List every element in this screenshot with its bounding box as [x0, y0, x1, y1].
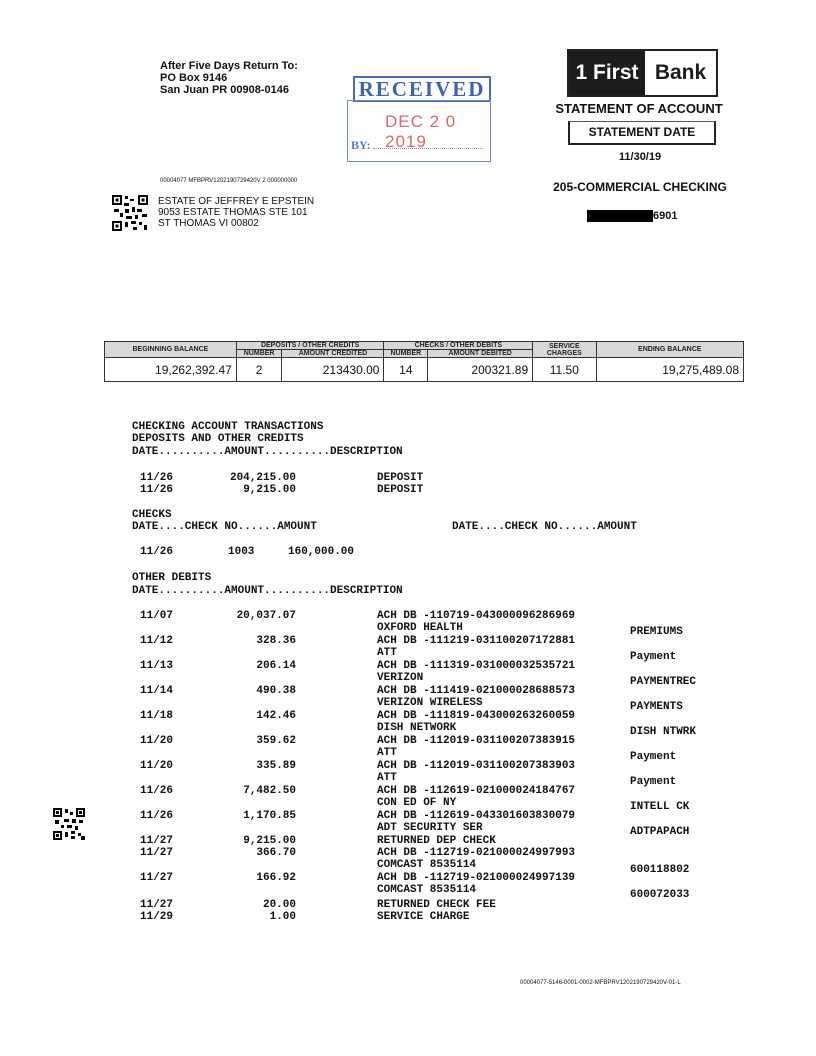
received-stamp-title: RECEIVED	[353, 76, 491, 102]
debit-row-line1: ACH DB -112619-043301603830079	[377, 810, 576, 822]
amount-credited: 213430.00	[282, 358, 384, 382]
debit-row-line2: ATT	[377, 647, 397, 659]
debit-row-amount: 9,215.00	[243, 835, 296, 847]
debit-count: 14	[384, 358, 428, 382]
debit-row-line2: COMCAST 8535114	[377, 884, 477, 896]
debit-row-amount: 366.70	[256, 847, 296, 859]
deposit-row-date: 11/26	[140, 484, 174, 496]
debit-row-line2: VERIZON WIRELESS	[377, 697, 483, 709]
check-row-amount: 160,000.00	[288, 546, 355, 558]
statement-title: STATEMENT OF ACCOUNT	[555, 101, 723, 116]
check-row-number: 1003	[228, 546, 255, 558]
transactions-section-title: CHECKING ACCOUNT TRANSACTIONS	[132, 421, 324, 433]
header-deposit-number: NUMBER	[236, 350, 282, 358]
return-address-line2: San Juan PR 00908-0146	[160, 84, 290, 96]
header-ending-balance: ENDING BALANCE	[596, 342, 744, 358]
check-row-date: 11/26	[140, 546, 174, 558]
debit-row-amount: 359.62	[256, 735, 296, 747]
debit-row-date: 11/14	[140, 685, 174, 697]
debit-row-amount: 335.89	[256, 760, 296, 772]
header-amount-debited: AMOUNT DEBITED	[428, 350, 533, 358]
debit-row-ref: ADTPAPACH	[630, 826, 690, 838]
debit-row-ref: PAYMENTS	[630, 701, 683, 713]
debit-row-line1: ACH DB -112619-021000024184767	[377, 785, 576, 797]
statement-date: 11/30/19	[618, 151, 662, 163]
debit-row-line1: ACH DB -111819-043000263260059	[377, 710, 576, 722]
debit-row-ref: Payment	[630, 651, 677, 663]
debit-row-date: 11/20	[140, 735, 174, 747]
return-address	[160, 60, 298, 96]
deposit-count: 2	[236, 358, 282, 382]
debit-row-ref: PAYMENTREC	[630, 676, 697, 688]
debit-row-line1: ACH DB -110719-043000096286969	[377, 610, 576, 622]
debit-row-line1: ACH DB -111419-021000028688573	[377, 685, 576, 697]
debit-row-line1: ACH DB -111319-031000032535721	[377, 660, 576, 672]
beginning-balance: 19,262,392.47	[105, 358, 237, 382]
debit-row-line2: ATT	[377, 747, 397, 759]
debit-row-amount: 206.14	[256, 660, 296, 672]
debit-row-date: 11/26	[140, 785, 174, 797]
ending-balance: 19,275,489.08	[596, 358, 744, 382]
checks-title: CHECKS	[132, 509, 172, 521]
debit-row-ref: Payment	[630, 751, 677, 763]
debit-row-date: 11/18	[140, 710, 174, 722]
debit-row-line1: RETURNED DEP CHECK	[377, 835, 496, 847]
debit-row-amount: 7,482.50	[243, 785, 296, 797]
debit-row-line1: ACH DB -112019-031100207383903	[377, 760, 576, 772]
debit-row-line2: VERIZON	[377, 672, 424, 684]
other-debits-title: OTHER DEBITS	[132, 572, 212, 584]
debit-row-date: 11/12	[140, 635, 174, 647]
header-amount-credited: AMOUNT CREDITED	[282, 350, 384, 358]
mailing-barcode-line: 00004077 MFBPRV1202190729420V 2 000000000	[160, 178, 298, 184]
header-debit-number: NUMBER	[384, 350, 428, 358]
debit-row-ref: 600118802	[630, 864, 690, 876]
deposit-row-amount: 9,215.00	[243, 484, 296, 496]
received-stamp-signature-line	[373, 148, 483, 149]
mailing-city: ST THOMAS VI 00802	[158, 218, 259, 229]
debit-row-line2: CON ED OF NY	[377, 797, 457, 809]
debit-row-line2: OXFORD HEALTH	[377, 622, 463, 634]
checks-header-right: DATE....CHECK NO......AMOUNT	[452, 521, 637, 533]
debit-row-amount: 20.00	[262, 899, 296, 911]
debit-row-date: 11/29	[140, 911, 174, 923]
debit-row-line2: ADT SECURITY SER	[377, 822, 483, 834]
deposits-header: DATE..........AMOUNT..........DESCRIPTION	[132, 446, 403, 458]
bank-logo-right: Bank	[645, 51, 716, 95]
debit-row-ref: 600072033	[630, 889, 690, 901]
account-number-redaction	[587, 210, 653, 222]
deposits-title: DEPOSITS AND OTHER CREDITS	[132, 433, 304, 445]
debit-row-amount: 166.92	[256, 872, 296, 884]
other-debits-header: DATE..........AMOUNT..........DESCRIPTION	[132, 585, 403, 597]
return-address-heading: After Five Days Return To:	[160, 60, 298, 72]
statement-date-label: STATEMENT DATE	[568, 121, 716, 145]
debit-row-ref: INTELL CK	[630, 801, 690, 813]
debit-row-date: 11/27	[140, 872, 174, 884]
footer-code: 00004077-5146-0001-0002-MFBPRV1202190729420V-01-L	[520, 980, 681, 986]
debit-row-line2: DISH NETWORK	[377, 722, 457, 734]
bank-logo-left: 1 First	[569, 51, 645, 95]
received-stamp-date: DEC 2 0 2019	[385, 112, 457, 151]
debit-row-amount: 20,037.07	[236, 610, 296, 622]
debit-row-date: 11/07	[140, 610, 174, 622]
header-service-charges: SERVICE CHARGES	[533, 342, 596, 358]
service-charges: 11.50	[533, 358, 596, 382]
mailing-qr-code	[111, 194, 149, 232]
debit-row-amount: 1,170.85	[243, 810, 296, 822]
header-beginning-balance: BEGINNING BALANCE	[105, 342, 237, 358]
debit-row-ref: DISH NTWRK	[630, 726, 697, 738]
debit-row-date: 11/27	[140, 899, 174, 911]
amount-debited: 200321.89	[428, 358, 533, 382]
account-number-last4: 6901	[653, 209, 678, 222]
debit-row-line1: ACH DB -112719-021000024997993	[377, 847, 576, 859]
header-deposits: DEPOSITS / OTHER CREDITS	[236, 342, 384, 350]
deposit-row-amount: 204,215.00	[229, 472, 296, 484]
header-checks: CHECKS / OTHER DEBITS	[384, 342, 533, 350]
debit-row-date: 11/20	[140, 760, 174, 772]
debit-row-date: 11/27	[140, 835, 174, 847]
debit-row-ref: PREMIUMS	[630, 626, 683, 638]
debit-row-amount: 142.46	[256, 710, 296, 722]
deposit-row-desc: DEPOSIT	[377, 472, 424, 484]
debit-row-line1: ACH DB -112719-021000024997139	[377, 872, 576, 884]
account-summary-table	[104, 341, 744, 382]
debit-row-amount: 328.36	[256, 635, 296, 647]
account-type: 205-COMMERCIAL CHECKING	[553, 180, 727, 194]
debit-row-amount: 1.00	[269, 911, 296, 923]
received-stamp-by: BY:	[351, 138, 371, 152]
checks-header-left: DATE....CHECK NO......AMOUNT	[132, 521, 317, 533]
debit-row-line1: ACH DB -111219-031100207172881	[377, 635, 576, 647]
deposit-row-date: 11/26	[140, 472, 174, 484]
debit-row-line1: ACH DB -112019-031100207383915	[377, 735, 576, 747]
bank-logo	[567, 49, 718, 97]
debit-row-date: 11/13	[140, 660, 174, 672]
deposit-row-desc: DEPOSIT	[377, 484, 424, 496]
side-qr-code	[52, 807, 86, 841]
received-stamp	[347, 72, 493, 162]
debit-row-line2: COMCAST 8535114	[377, 859, 477, 871]
mailing-name: ESTATE OF JEFFREY E EPSTEIN	[158, 196, 315, 207]
mailing-street: 9053 ESTATE THOMAS STE 101	[158, 207, 308, 218]
return-address-line1: PO Box 9146	[160, 72, 228, 84]
mailing-address	[158, 196, 314, 229]
debit-row-line1: SERVICE CHARGE	[377, 911, 470, 923]
debit-row-date: 11/26	[140, 810, 174, 822]
account-number	[587, 207, 677, 220]
debit-row-ref: Payment	[630, 776, 677, 788]
debit-row-date: 11/27	[140, 847, 174, 859]
debit-row-amount: 490.38	[256, 685, 296, 697]
debit-row-line1: RETURNED CHECK FEE	[377, 899, 496, 911]
debit-row-line2: ATT	[377, 772, 397, 784]
